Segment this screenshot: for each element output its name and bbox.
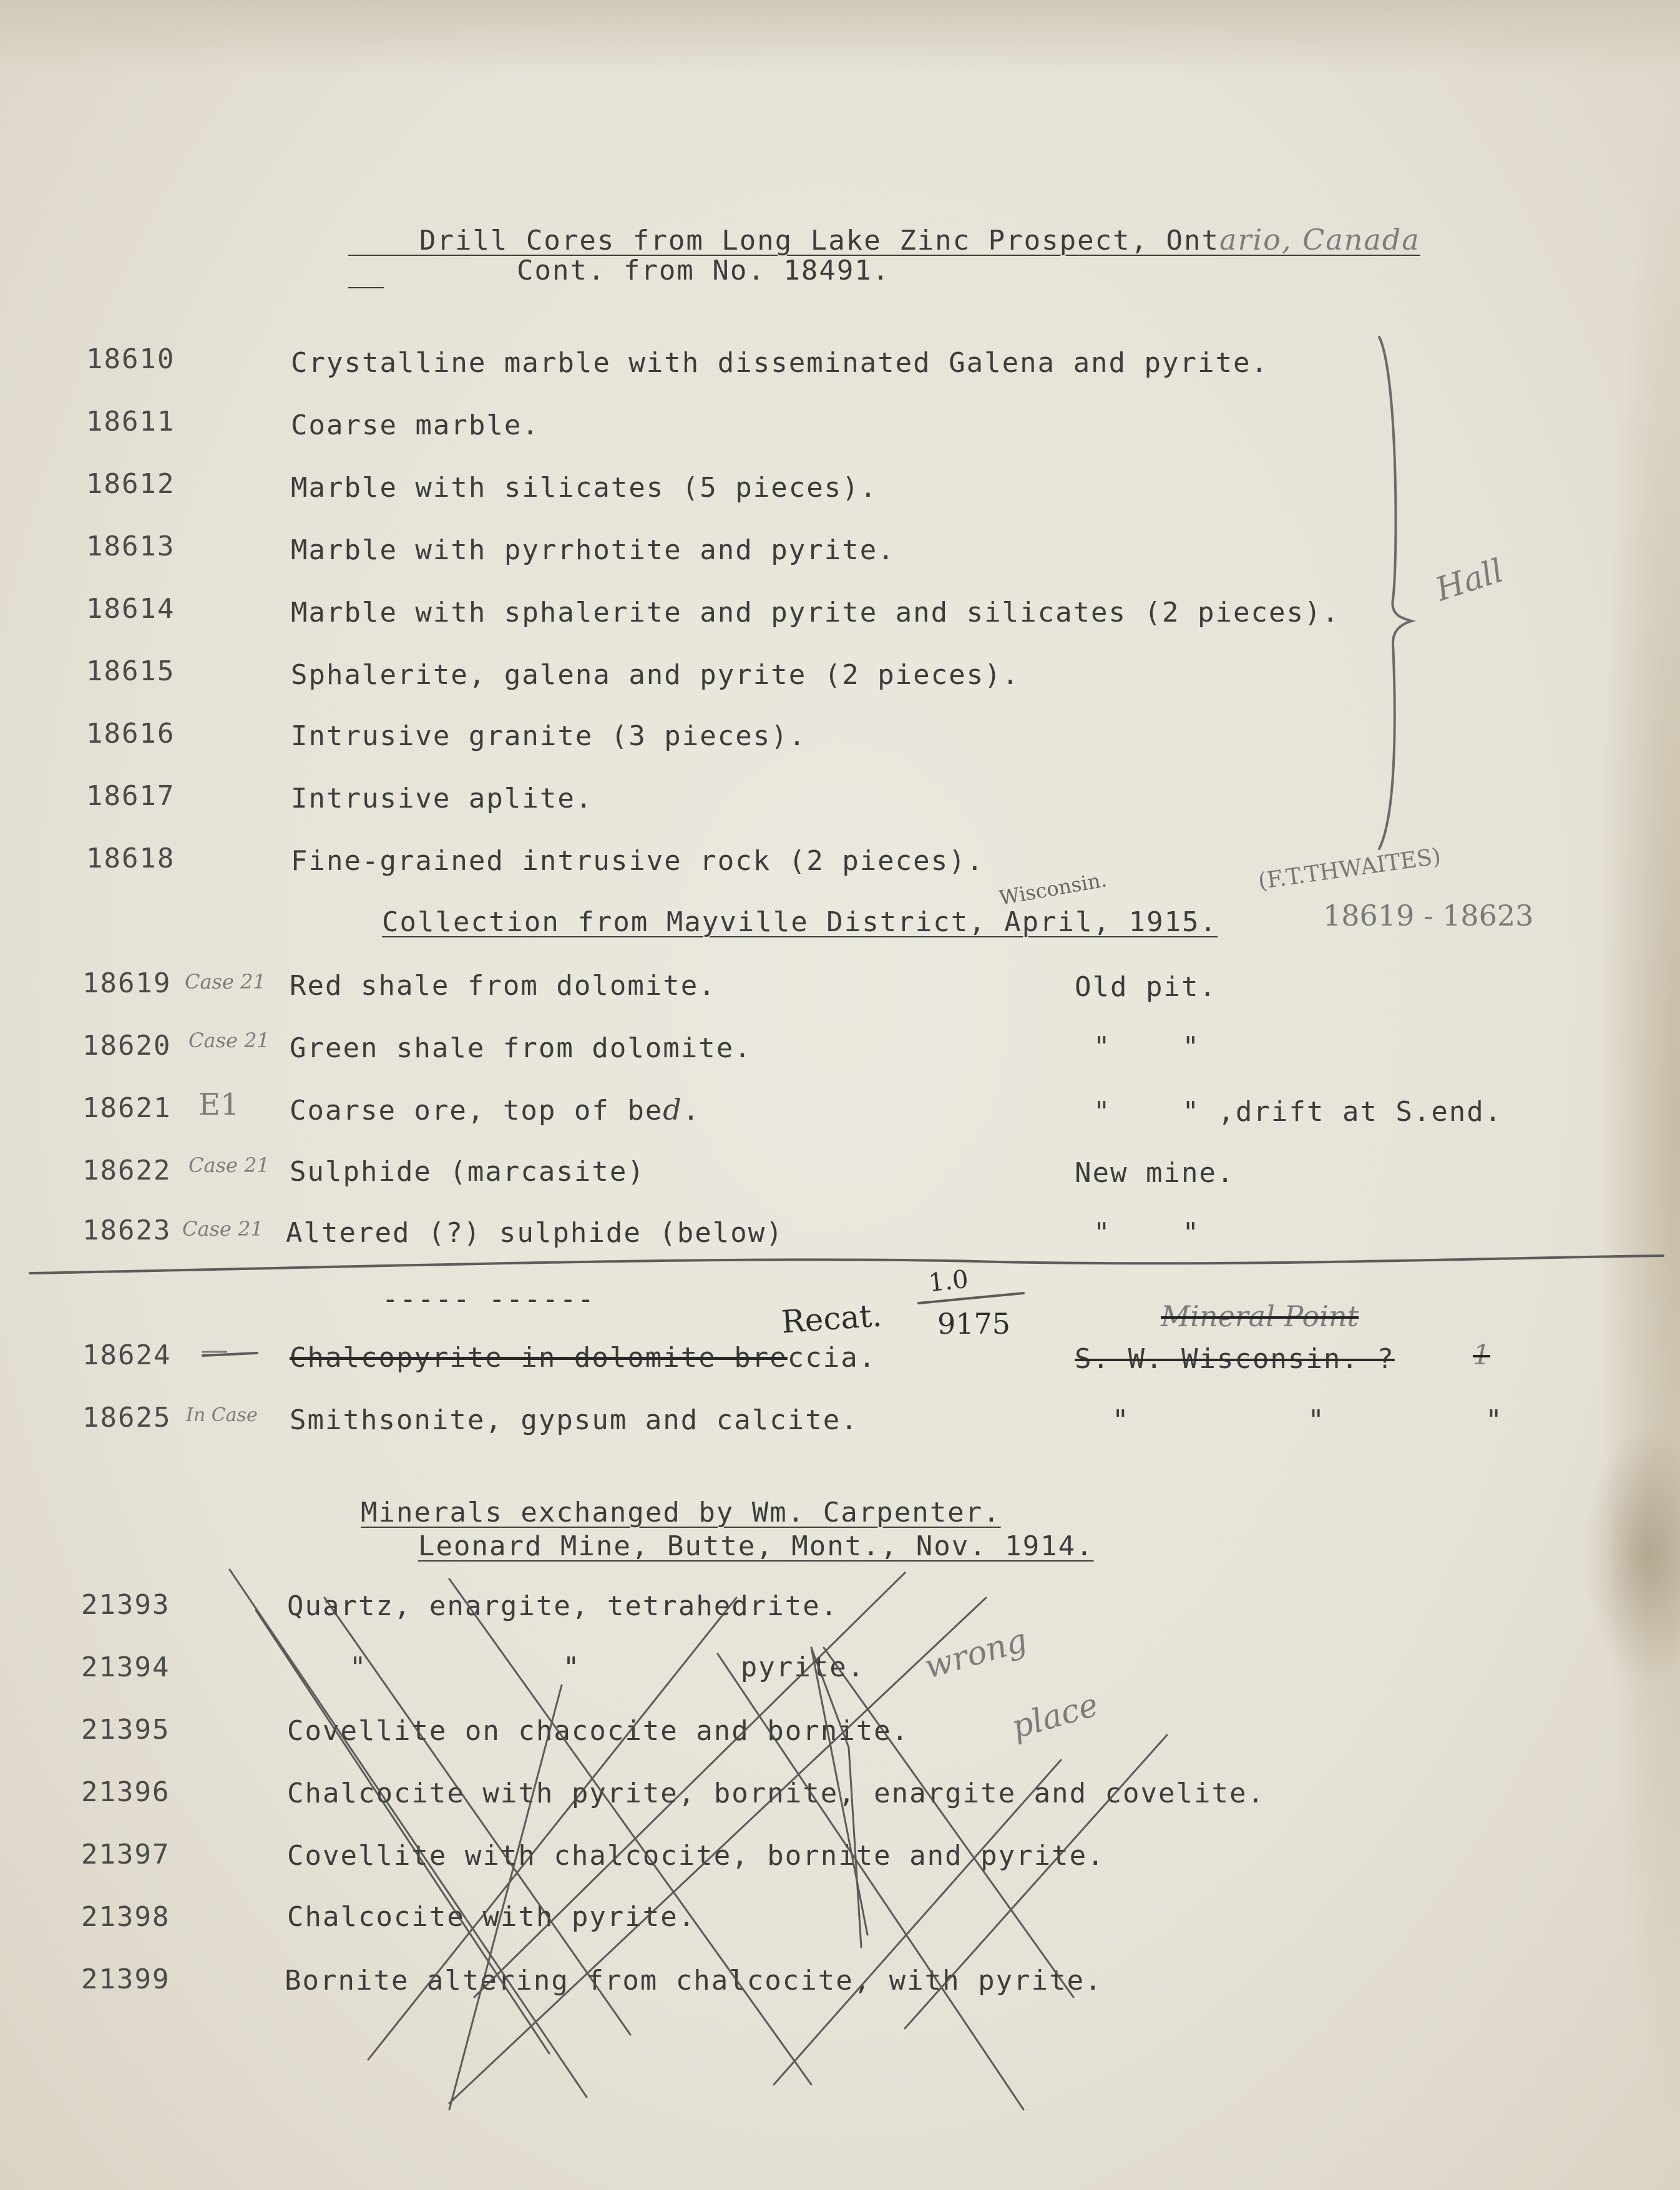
catalog-number: 18621 [82,1092,172,1124]
mayville-section-title: Collection from Mayville District, April, 1915. [382,906,1218,938]
catalog-description: Green shale from dolomite. [290,1032,752,1064]
paper-stain-right [1598,94,1680,2153]
case-note: — [201,1334,228,1366]
location-cell: " " ,drift at S.end. [1093,1096,1503,1128]
catalog-number: 21394 [81,1651,170,1683]
case-note: Case 21 [188,1029,270,1052]
range-note: 18619 - 18623 [1323,899,1534,932]
catalog-description: Marble with silicates (5 pieces). [291,472,878,504]
recat-label: Recat. [780,1297,883,1341]
catalog-number: 21398 [81,1901,170,1933]
case-note: Case 21 [188,1153,270,1177]
catalog-description: Intrusive aplite. [291,783,593,814]
catalog-number: 18624 [82,1339,172,1371]
description-tail: ccia. [787,1342,877,1374]
catalog-number: 21393 [81,1589,170,1621]
location-cell: " " " [1112,1404,1503,1436]
catalog-number: 18618 [86,843,175,874]
catalog-number: 18625 [82,1402,172,1434]
wrong-place-note-line2: place [1007,1686,1103,1747]
catalog-description: Covellite on chacocite and bornite. [287,1715,910,1747]
case-note: Case 21 [182,1217,263,1241]
catalog-description: Crystalline marble with disseminated Galena and pyrite. [291,347,1269,379]
catalog-description: Marble with pyrrhotite and pyrite. [291,534,896,566]
catalog-number: 21397 [81,1839,170,1870]
catalog-number: 18612 [86,468,175,500]
typed-divider: ----- ------ [382,1283,595,1315]
catalog-number: 21396 [81,1776,170,1808]
struck-location-note: 1 [1473,1339,1490,1371]
catalog-number: 18614 [86,593,175,625]
location-cell: S. W. Wisconsin. ? [1075,1343,1395,1375]
catalog-description: Sulphide (marcasite) [290,1156,645,1188]
catalog-description: Chalcocite with pyrite. [287,1901,696,1933]
wisconsin-note: Wisconsin. [997,868,1109,910]
catalog-description: Altered (?) sulphide (below) [286,1217,784,1249]
catalog-description-end: . [682,1095,701,1127]
carpenter-section-subtitle: Leonard Mine, Butte, Mont., Nov. 1914. [418,1530,1094,1562]
catalog-description-handwritten: d [663,1093,683,1127]
catalog-description: Bornite altering from chalcocite, with pyrite. [285,1965,1103,1997]
catalog-description: Smithsonite, gypsum and calcite. [290,1404,859,1436]
location-cell: Old pit. [1075,971,1217,1003]
case-note: Case 21 [185,970,266,994]
page-divider-line [30,1256,1663,1273]
hall-note: Hall [1431,552,1508,609]
catalog-number: 21399 [81,1963,170,1995]
case-note: In Case [186,1404,258,1426]
paper-stain-top [0,0,1680,75]
collector-note: (F.T.THWAITES) [1256,843,1443,895]
cross-out-stroke [230,1570,587,2097]
mineral-point-note: Mineral Point [1161,1299,1359,1333]
catalog-number: 18613 [86,530,175,562]
catalog-description: Red shale from dolomite. [290,970,716,1002]
catalog-number: 18623 [82,1215,172,1246]
paper-stain-right-lower [1585,1423,1680,1685]
catalog-number: 18617 [86,780,175,812]
wrong-place-note-line1: wrong [920,1621,1032,1686]
cross-out-stroke [824,1648,1073,1997]
catalog-description: Chalcocite with pyrite, bornite, enargite and covelite. [287,1777,1265,1809]
catalog-number: 18616 [86,718,175,750]
catalog-number: 18620 [82,1030,172,1062]
carpenter-section-title: Minerals exchanged by Wm. Carpenter. [361,1497,1001,1528]
catalog-number: 21395 [81,1714,170,1746]
catalog-description: Marble with sphalerite and pyrite and silicates (2 pieces). [291,597,1340,628]
catalog-description: Covellite with chalcocite, bornite and pyrite. [287,1840,1105,1872]
struck-description: Chalcopyrite in dolomite bre [290,1342,788,1374]
location-cell: " " [1093,1031,1200,1063]
catalog-number: 18619 [82,967,172,999]
cross-out-stroke [449,1685,562,2109]
location-cell: New mine. [1075,1157,1235,1189]
catalog-description [290,1093,700,1127]
catalog-description: Fine-grained intrusive rock (2 pieces). [291,845,985,877]
page-subtitle: Cont. from No. 18491. [517,255,891,286]
recat-superscript: 1.0 [927,1264,970,1298]
catalog-description: " " pyrite. [349,1651,866,1683]
catalog-description: Intrusive granite (3 pieces). [291,720,807,752]
page-title-handwritten: ario, Canada [1219,223,1420,257]
catalog-description: Quartz, enargite, tetrahedrite. [287,1590,839,1622]
catalog-description: Sphalerite, galena and pyrite (2 pieces). [291,659,1020,691]
catalog-description-typed: Coarse ore, top of be [290,1095,663,1127]
catalog-number: 18615 [86,655,175,687]
case-note: E1 [198,1087,240,1122]
catalog-number: 18610 [86,343,175,375]
location-cell: " " [1093,1217,1200,1249]
catalog-number: 18622 [82,1155,172,1186]
recat-number: 9175 [937,1307,1011,1341]
catalog-description [290,1342,876,1374]
hall-bracket [1379,337,1412,849]
page-title-typed: Drill Cores from Long Lake Zinc Prospect, Ont [419,225,1220,257]
catalog-description: Coarse marble. [291,409,540,441]
catalog-number: 18611 [86,406,175,438]
